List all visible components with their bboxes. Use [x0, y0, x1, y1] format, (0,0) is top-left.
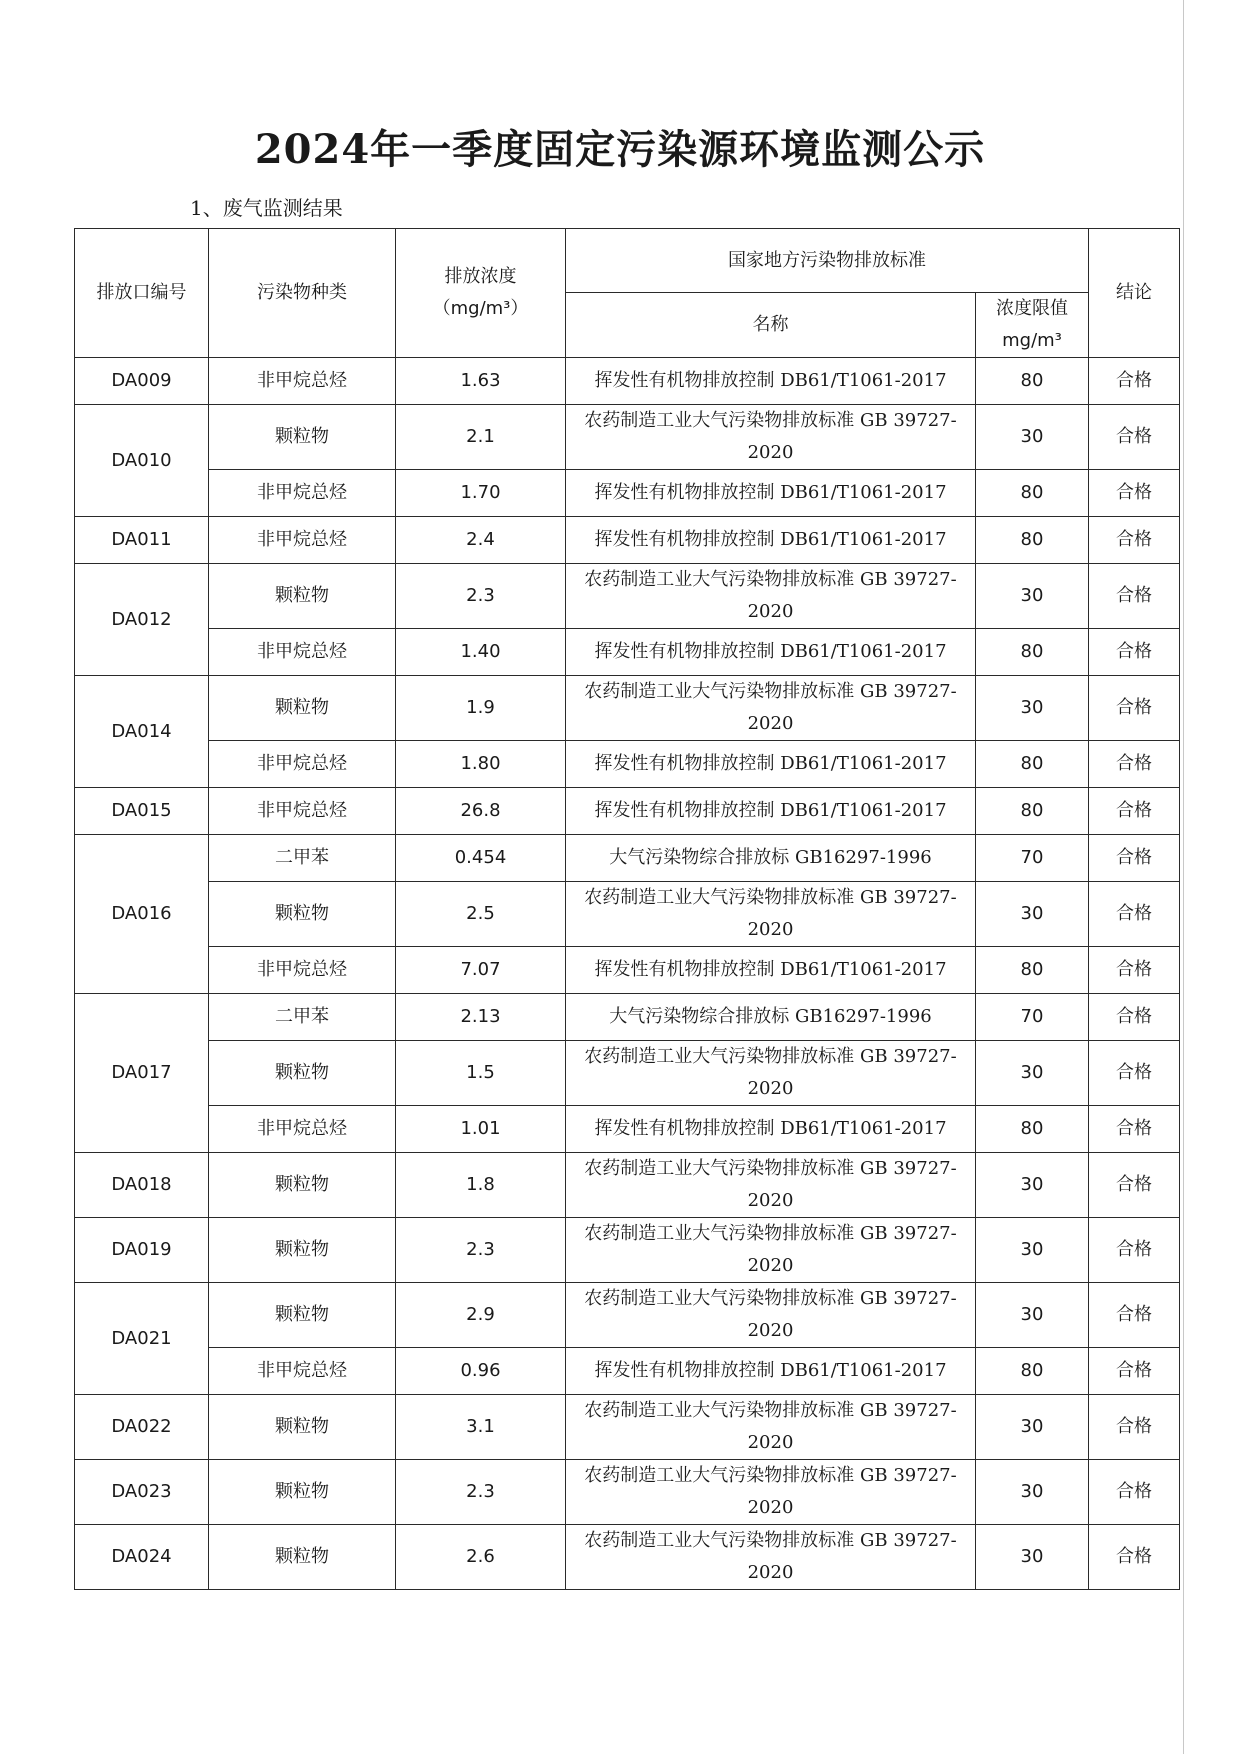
result-cell: 合格 — [1089, 994, 1180, 1041]
standard-name-cell: 挥发性有机物排放控制 DB61/T1061-2017 — [566, 629, 976, 676]
result-cell: 合格 — [1089, 788, 1180, 835]
result-cell: 合格 — [1089, 358, 1180, 405]
table-row — [75, 1395, 1180, 1460]
pollutant-cell: 颗粒物 — [209, 1395, 396, 1460]
standard-name-cell: 挥发性有机物排放控制 DB61/T1061-2017 — [566, 517, 976, 564]
header-concentration-unit: （mg/m³） — [432, 298, 529, 319]
standard-name-cell: 大气污染物综合排放标 GB16297-1996 — [566, 835, 976, 882]
concentration-cell: 2.1 — [396, 405, 566, 470]
standard-name-cell: 农药制造工业大气污染物排放标准 GB 39727-2020 — [566, 564, 976, 629]
pollutant-cell: 非甲烷总烃 — [209, 517, 396, 564]
concentration-cell: 2.3 — [396, 564, 566, 629]
result-cell: 合格 — [1089, 676, 1180, 741]
table-row — [75, 994, 1180, 1041]
table-row — [75, 676, 1180, 741]
table-row — [75, 1153, 1180, 1218]
standard-name-cell: 农药制造工业大气污染物排放标准 GB 39727-2020 — [566, 1525, 976, 1590]
result-cell: 合格 — [1089, 1395, 1180, 1460]
result-cell: 合格 — [1089, 564, 1180, 629]
result-cell: 合格 — [1089, 405, 1180, 470]
result-cell: 合格 — [1089, 1153, 1180, 1218]
outlet-cell: DA012 — [75, 564, 209, 676]
header-concentration — [396, 229, 566, 358]
standard-name-cell: 农药制造工业大气污染物排放标准 GB 39727-2020 — [566, 1395, 976, 1460]
result-cell: 合格 — [1089, 1106, 1180, 1153]
result-cell: 合格 — [1089, 1460, 1180, 1525]
table-row — [75, 882, 1180, 947]
limit-cell: 30 — [976, 676, 1089, 741]
limit-cell: 80 — [976, 470, 1089, 517]
pollutant-cell: 非甲烷总烃 — [209, 470, 396, 517]
standard-name-cell: 农药制造工业大气污染物排放标准 GB 39727-2020 — [566, 1283, 976, 1348]
limit-cell: 80 — [976, 741, 1089, 788]
result-cell: 合格 — [1089, 1041, 1180, 1106]
header-limit — [976, 293, 1089, 358]
concentration-cell: 3.1 — [396, 1395, 566, 1460]
header-limit-label: 浓度限值 — [996, 298, 1068, 319]
header-standard-group: 国家地方污染物排放标准 — [566, 229, 1089, 293]
outlet-cell: DA023 — [75, 1460, 209, 1525]
limit-cell: 80 — [976, 788, 1089, 835]
table-row — [75, 629, 1180, 676]
pollutant-cell: 颗粒物 — [209, 1041, 396, 1106]
table-row — [75, 788, 1180, 835]
outlet-cell: DA022 — [75, 1395, 209, 1460]
table-row — [75, 1106, 1180, 1153]
pollutant-cell: 颗粒物 — [209, 1460, 396, 1525]
pollutant-cell: 二甲苯 — [209, 835, 396, 882]
table-row — [75, 1218, 1180, 1283]
pollutant-cell: 非甲烷总烃 — [209, 1106, 396, 1153]
concentration-cell: 0.96 — [396, 1348, 566, 1395]
concentration-cell: 2.3 — [396, 1218, 566, 1283]
pollutant-cell: 颗粒物 — [209, 1153, 396, 1218]
outlet-cell: DA021 — [75, 1283, 209, 1395]
concentration-cell: 2.9 — [396, 1283, 566, 1348]
table-row — [75, 1525, 1180, 1590]
concentration-cell: 2.5 — [396, 882, 566, 947]
concentration-cell: 1.9 — [396, 676, 566, 741]
header-conclusion: 结论 — [1089, 229, 1180, 358]
limit-cell: 30 — [976, 1395, 1089, 1460]
result-cell: 合格 — [1089, 1283, 1180, 1348]
standard-name-cell: 农药制造工业大气污染物排放标准 GB 39727-2020 — [566, 1041, 976, 1106]
pollutant-cell: 非甲烷总烃 — [209, 741, 396, 788]
standard-name-cell: 挥发性有机物排放控制 DB61/T1061-2017 — [566, 1348, 976, 1395]
outlet-cell: DA009 — [75, 358, 209, 405]
outlet-cell: DA017 — [75, 994, 209, 1153]
standard-name-cell: 挥发性有机物排放控制 DB61/T1061-2017 — [566, 947, 976, 994]
outlet-cell: DA018 — [75, 1153, 209, 1218]
result-cell: 合格 — [1089, 1525, 1180, 1590]
outlet-cell: DA019 — [75, 1218, 209, 1283]
pollutant-cell: 颗粒物 — [209, 1283, 396, 1348]
header-concentration-label: 排放浓度 — [444, 266, 517, 287]
concentration-cell: 1.5 — [396, 1041, 566, 1106]
concentration-cell: 1.70 — [396, 470, 566, 517]
result-cell: 合格 — [1089, 517, 1180, 564]
pollutant-cell: 非甲烷总烃 — [209, 1348, 396, 1395]
table-row — [75, 741, 1180, 788]
table-row — [75, 564, 1180, 629]
concentration-cell: 1.80 — [396, 741, 566, 788]
limit-cell: 80 — [976, 517, 1089, 564]
limit-cell: 30 — [976, 1153, 1089, 1218]
concentration-cell: 1.63 — [396, 358, 566, 405]
concentration-cell: 0.454 — [396, 835, 566, 882]
concentration-cell: 2.13 — [396, 994, 566, 1041]
concentration-cell: 1.01 — [396, 1106, 566, 1153]
table-row — [75, 1460, 1180, 1525]
page-edge — [1183, 0, 1184, 1754]
limit-cell: 30 — [976, 1460, 1089, 1525]
limit-cell: 30 — [976, 405, 1089, 470]
concentration-cell: 2.6 — [396, 1525, 566, 1590]
header-pollutant: 污染物种类 — [209, 229, 396, 358]
concentration-cell: 1.8 — [396, 1153, 566, 1218]
concentration-cell: 7.07 — [396, 947, 566, 994]
standard-name-cell: 农药制造工业大气污染物排放标准 GB 39727-2020 — [566, 405, 976, 470]
outlet-cell: DA024 — [75, 1525, 209, 1590]
section-heading: 1、废气监测结果 — [190, 196, 343, 220]
limit-cell: 30 — [976, 1283, 1089, 1348]
concentration-cell: 26.8 — [396, 788, 566, 835]
limit-cell: 80 — [976, 1348, 1089, 1395]
header-limit-unit: mg/m³ — [1002, 330, 1062, 351]
table-row — [75, 1041, 1180, 1106]
pollutant-cell: 非甲烷总烃 — [209, 947, 396, 994]
outlet-cell: DA010 — [75, 405, 209, 517]
standard-name-cell: 挥发性有机物排放控制 DB61/T1061-2017 — [566, 741, 976, 788]
limit-cell: 30 — [976, 564, 1089, 629]
limit-cell: 70 — [976, 994, 1089, 1041]
standard-name-cell: 农药制造工业大气污染物排放标准 GB 39727-2020 — [566, 1460, 976, 1525]
standard-name-cell: 农药制造工业大气污染物排放标准 GB 39727-2020 — [566, 1153, 976, 1218]
pollutant-cell: 颗粒物 — [209, 676, 396, 741]
table-row — [75, 947, 1180, 994]
standard-name-cell: 农药制造工业大气污染物排放标准 GB 39727-2020 — [566, 882, 976, 947]
pollutant-cell: 颗粒物 — [209, 1218, 396, 1283]
pollutant-cell: 颗粒物 — [209, 882, 396, 947]
limit-cell: 80 — [976, 358, 1089, 405]
pollutant-cell: 非甲烷总烃 — [209, 788, 396, 835]
header-standard-name: 名称 — [566, 293, 976, 358]
pollutant-cell: 非甲烷总烃 — [209, 629, 396, 676]
standard-name-cell: 农药制造工业大气污染物排放标准 GB 39727-2020 — [566, 676, 976, 741]
result-cell: 合格 — [1089, 835, 1180, 882]
standard-name-cell: 挥发性有机物排放控制 DB61/T1061-2017 — [566, 788, 976, 835]
table-row — [75, 835, 1180, 882]
table-row — [75, 405, 1180, 470]
page-title: 2024年一季度固定污染源环境监测公示 — [254, 126, 986, 173]
result-cell: 合格 — [1089, 741, 1180, 788]
limit-cell: 30 — [976, 1525, 1089, 1590]
pollutant-cell: 颗粒物 — [209, 564, 396, 629]
outlet-cell: DA014 — [75, 676, 209, 788]
pollutant-cell: 二甲苯 — [209, 994, 396, 1041]
limit-cell: 30 — [976, 1041, 1089, 1106]
concentration-cell: 2.4 — [396, 517, 566, 564]
standard-name-cell: 挥发性有机物排放控制 DB61/T1061-2017 — [566, 1106, 976, 1153]
standard-name-cell: 挥发性有机物排放控制 DB61/T1061-2017 — [566, 470, 976, 517]
concentration-cell: 1.40 — [396, 629, 566, 676]
result-cell: 合格 — [1089, 947, 1180, 994]
table-row — [75, 1348, 1180, 1395]
result-cell: 合格 — [1089, 470, 1180, 517]
result-cell: 合格 — [1089, 629, 1180, 676]
result-cell: 合格 — [1089, 1348, 1180, 1395]
limit-cell: 30 — [976, 882, 1089, 947]
limit-cell: 80 — [976, 1106, 1089, 1153]
outlet-cell: DA016 — [75, 835, 209, 994]
outlet-cell: DA015 — [75, 788, 209, 835]
limit-cell: 30 — [976, 1218, 1089, 1283]
standard-name-cell: 农药制造工业大气污染物排放标准 GB 39727-2020 — [566, 1218, 976, 1283]
header-outlet: 排放口编号 — [75, 229, 209, 358]
standard-name-cell: 挥发性有机物排放控制 DB61/T1061-2017 — [566, 358, 976, 405]
table-row — [75, 1283, 1180, 1348]
concentration-cell: 2.3 — [396, 1460, 566, 1525]
emission-table — [74, 228, 1180, 1590]
pollutant-cell: 非甲烷总烃 — [209, 358, 396, 405]
outlet-cell: DA011 — [75, 517, 209, 564]
pollutant-cell: 颗粒物 — [209, 1525, 396, 1590]
limit-cell: 70 — [976, 835, 1089, 882]
limit-cell: 80 — [976, 947, 1089, 994]
standard-name-cell: 大气污染物综合排放标 GB16297-1996 — [566, 994, 976, 1041]
table-row — [75, 470, 1180, 517]
result-cell: 合格 — [1089, 882, 1180, 947]
pollutant-cell: 颗粒物 — [209, 405, 396, 470]
limit-cell: 80 — [976, 629, 1089, 676]
result-cell: 合格 — [1089, 1218, 1180, 1283]
table-row — [75, 358, 1180, 405]
table-row — [75, 517, 1180, 564]
